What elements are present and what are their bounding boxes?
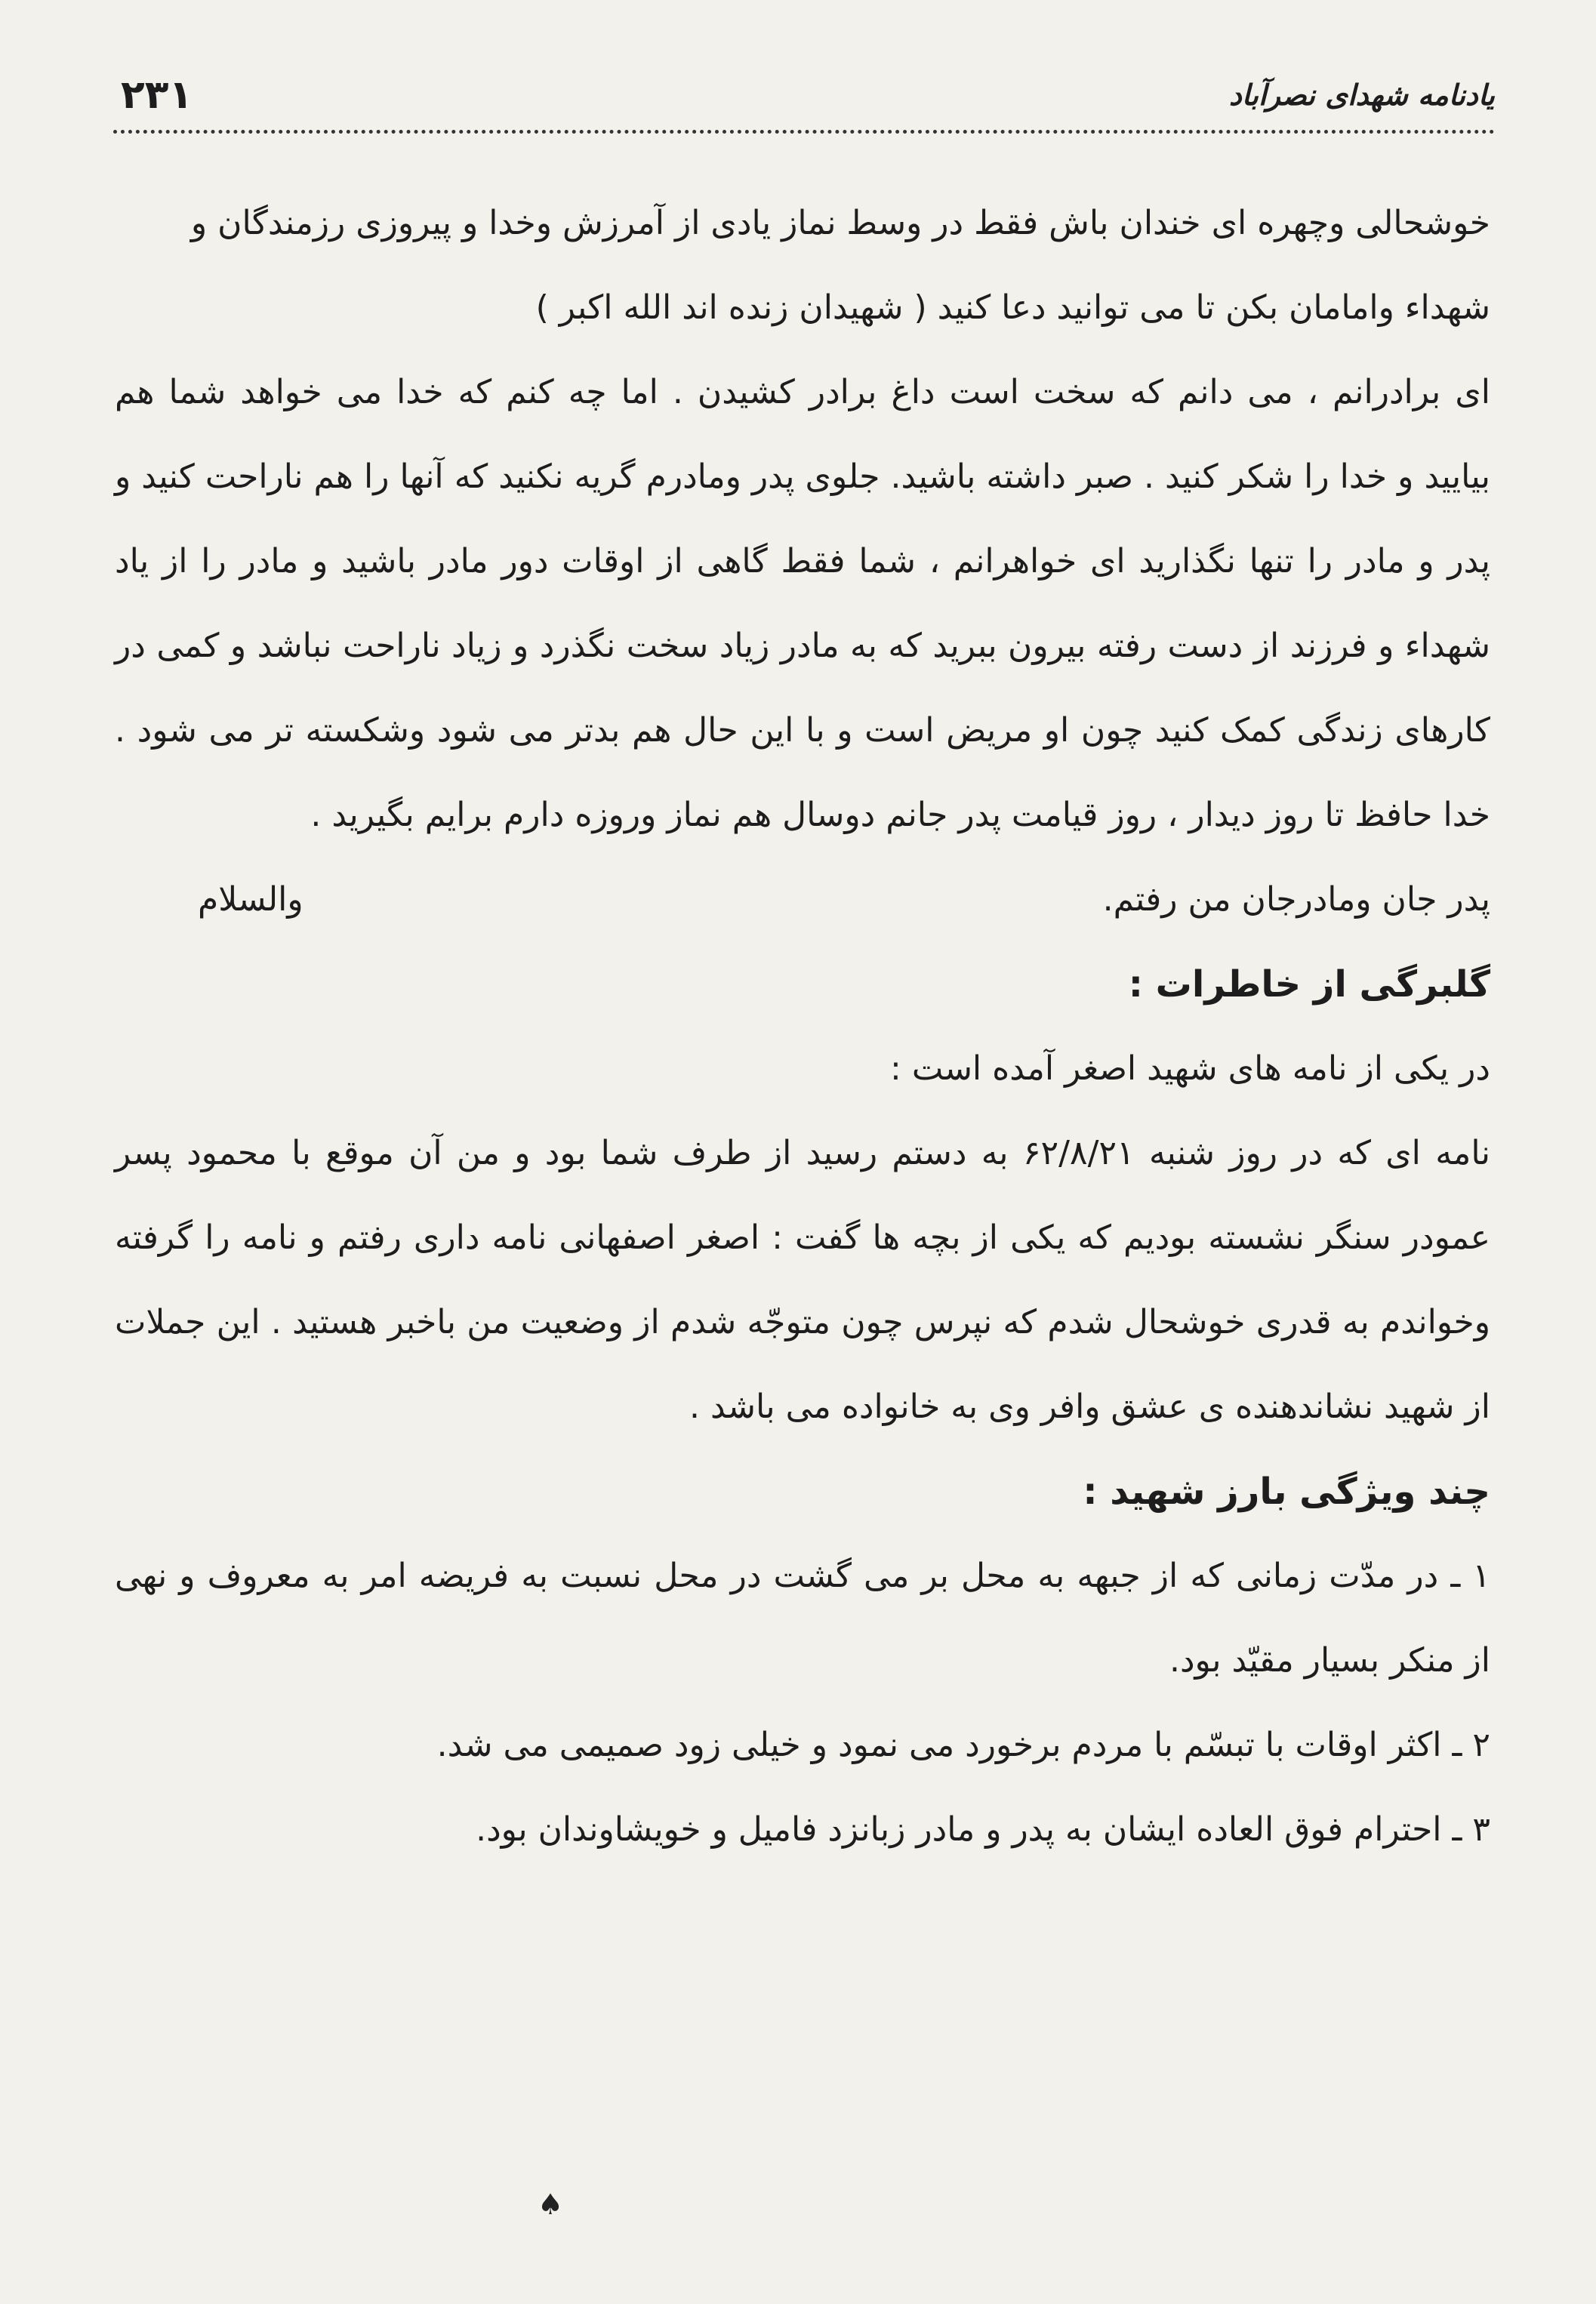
page-number: ۲۳۱ — [121, 72, 193, 118]
section-heading-memories: گلبرگی از خاطرات : — [1128, 963, 1490, 1006]
paragraph-prayer: خوشحالی وچهره ای خندان باش فقط در وسط نماز یادی از آمرزش وخدا و پیروزی رزمندگان و شهداء وامامان بکن تا می توانید دعا کنید ( شهیدان زنده اند الله اکبر ) — [190, 204, 1490, 327]
signoff-farewell: پدر جان ومادرجان من رفتم. — [1102, 880, 1490, 919]
body-text — [115, 181, 1490, 1872]
page-header — [113, 68, 1495, 134]
paragraph-brothers: ای برادرانم ، می دانم که سخت است داغ برادر کشیدن . اما چه کنم که خدا می خواهد شما هم بیایید و خدا را شکر کنید . صبر داشته باشید. جلوی پدر ومادرم گریه نکنید که آنها را هم ناراحت کنید و پدر و مادر را تنها نگذارید ای خواهرانم ، شما فقط گاهی از اوقات دور مادر باشید و مادر را از یاد شهداء و فرزند از دست رفته بیرون ببرید که به مادر زیاد سخت نگذرد و زیاد ناراحت نباشد و کمی در کارهای زندگی کمک کنید چون او مریض است و با این حال هم بدتر می شود وشکسته تر می شود . خدا حافظ تا روز دیدار ، روز قیامت پدر جانم دوسال هم نماز وروزه دارم برایم بگیرید . — [115, 373, 1490, 834]
section-heading-traits: چند ویژگی بارز شهید : — [1083, 1471, 1490, 1513]
running-title: یادنامه شهدای نصرآباد — [1228, 79, 1495, 112]
footer-ornament-icon: ♠ — [538, 2188, 564, 2221]
signoff-line — [115, 858, 1490, 942]
list-item-trait-3: ۳ ـ احترام فوق العاده ایشان به پدر و مادر زبانزد فامیل و خویشاوندان بود. — [476, 1810, 1490, 1849]
list-item-trait-2: ۲ ـ اکثر اوقات با تبسّم با مردم برخورد می نمود و خیلی زود صمیمی می شد. — [436, 1726, 1490, 1764]
list-item-trait-1: ۱ ـ در مدّت زمانی که از جبهه به محل بر می گشت در محل نسبت به فریضه امر به معروف و نهی از منکر بسیار مقیّد بود. — [115, 1557, 1490, 1680]
signoff-salam: والسلام — [198, 880, 303, 919]
paragraph-letter-intro: در یکی از نامه های شهید اصغر آمده است : — [890, 1049, 1490, 1088]
paragraph-letter: نامه ای که در روز شنبه ۶۲/۸/۲۱ به دستم رسید از طرف شما بود و من آن موقع با محمود پسر عمودر سنگر نشسته بودیم که یکی از بچه ها گفت : اصغر اصفهانی نامه داری رفتم و نامه را گرفته وخواندم به قدری خوشحال شدم که نپرس چون متوجّه شدم از وضعیت من باخبر هستید . این جملات از شهید نشاندهنده ی عشق وافر وی به خانواده می باشد . — [115, 1134, 1491, 1426]
